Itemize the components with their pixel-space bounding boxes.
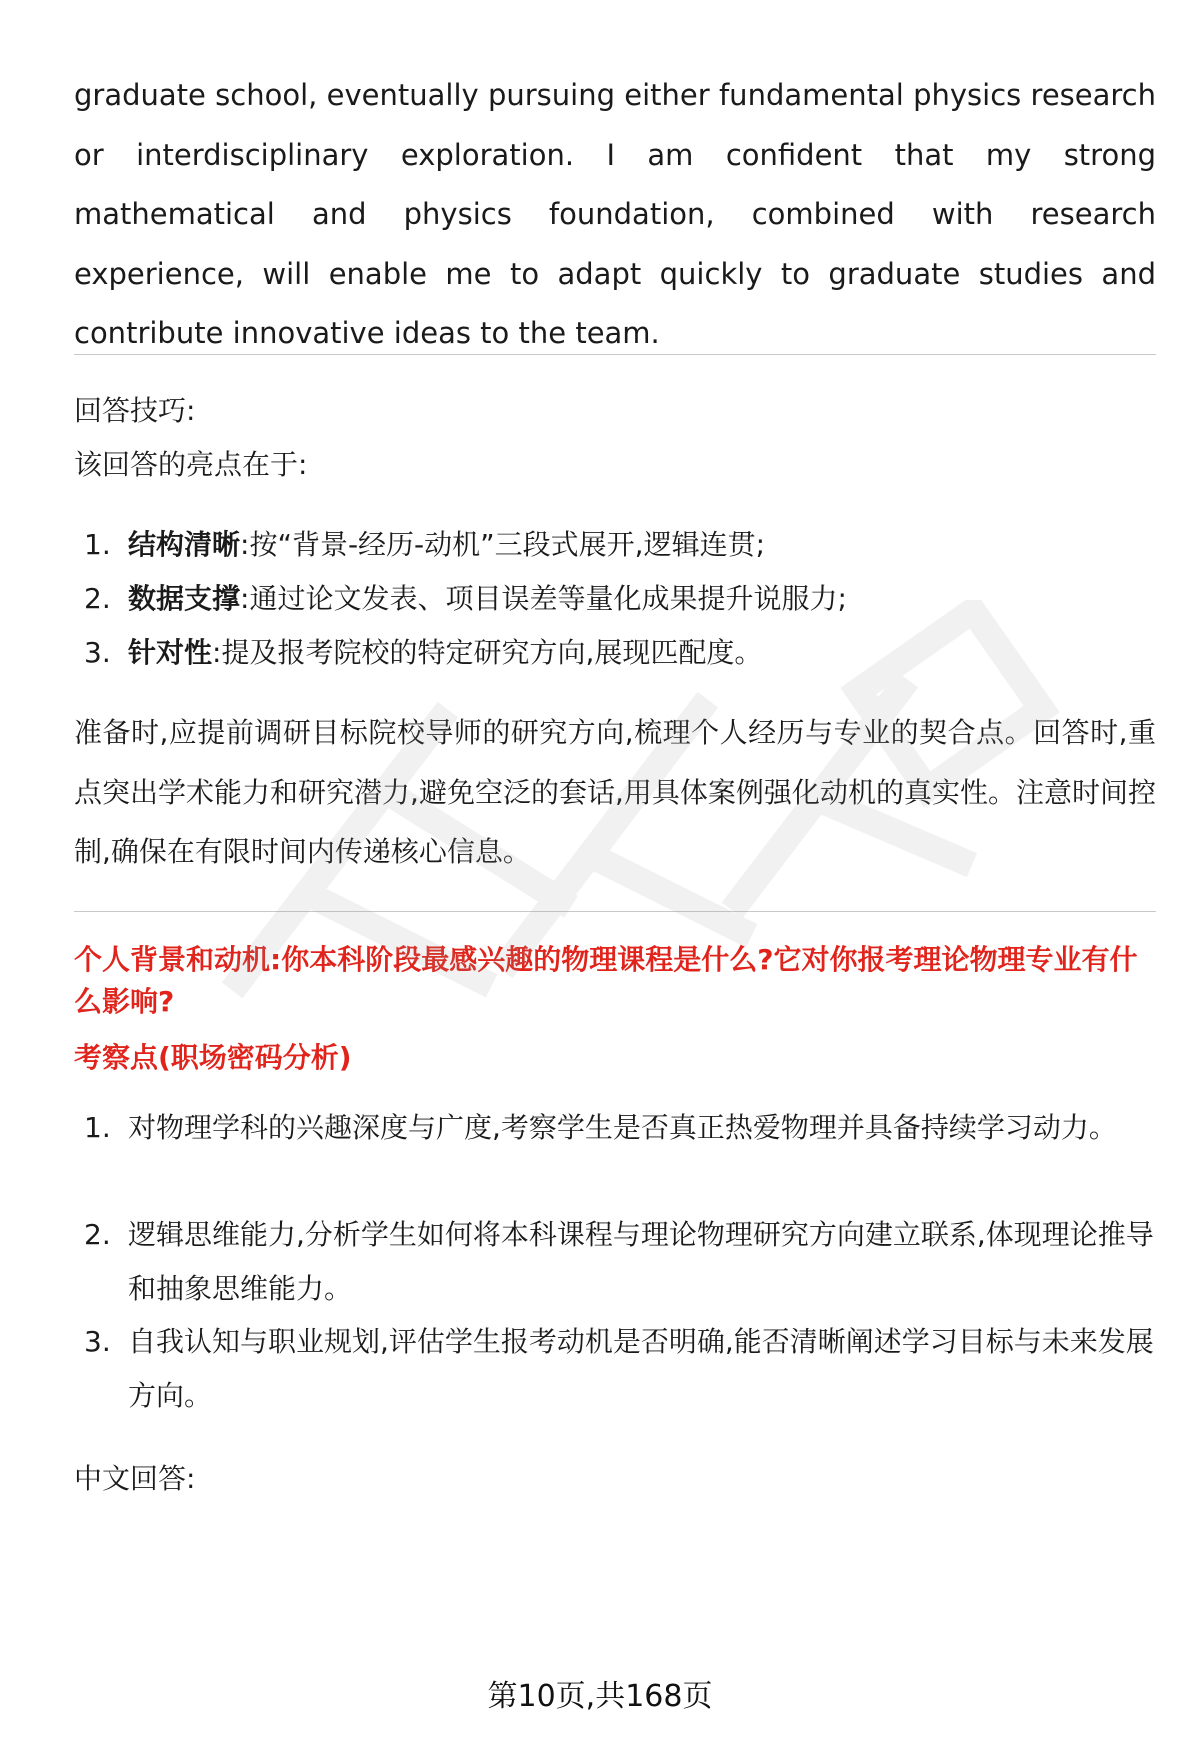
list-item xyxy=(74,1315,1156,1422)
highlight-label: 针对性 xyxy=(128,636,213,669)
list-item xyxy=(74,633,1156,687)
list-item-text: 自我认知与职业规划,评估学生报考动机是否明确,能否清晰阐述学习目标与未来发展方向。 xyxy=(128,1325,1154,1412)
list-number: 2. xyxy=(84,1218,111,1251)
highlight-text: :按“背景-经历-动机”三段式展开,逻辑连贯; xyxy=(240,528,766,561)
highlight-label: 数据支撑 xyxy=(128,582,241,615)
focus-title: 考察点(职场密码分析) xyxy=(74,1041,352,1074)
list-item xyxy=(74,579,1156,633)
question-heading: 个人背景和动机:你本科阶段最感兴趣的物理课程是什么?它对你报考理论物理专业有什么影响? xyxy=(74,943,1138,1018)
list-item xyxy=(74,525,1156,579)
tips-list xyxy=(74,525,1156,687)
page-number: 第10页,共168页 xyxy=(487,1679,713,1714)
list-item xyxy=(74,1101,1156,1208)
list-number: 3. xyxy=(84,1325,111,1358)
list-item-text: 逻辑思维能力,分析学生如何将本科课程与理论物理研究方向建立联系,体现理论推导和抽象思维能力。 xyxy=(128,1218,1154,1305)
list-number: 2. xyxy=(84,582,111,615)
section-divider xyxy=(74,911,1156,912)
tips-subtitle: 该回答的亮点在于: xyxy=(74,448,308,481)
highlight-label: 结构清晰 xyxy=(128,528,241,561)
highlight-text: :通过论文发表、项目误差等量化成果提升说服力; xyxy=(240,582,847,615)
list-number: 1. xyxy=(84,1111,111,1144)
list-number: 1. xyxy=(84,528,111,561)
answer-label: 中文回答: xyxy=(74,1462,196,1495)
list-item xyxy=(74,1208,1156,1315)
focus-list xyxy=(74,1101,1156,1422)
tips-title: 回答技巧: xyxy=(74,394,196,427)
tips-advice: 准备时,应提前调研目标院校导师的研究方向,梳理个人经历与专业的契合点。回答时,重点突出学术能力和研究潜力,避免空泛的套话,用具体案例强化动机的真实性。注意时间控制,确保在有限时间内传递核心信息。 xyxy=(74,716,1156,868)
highlight-text: :提及报考院校的特定研究方向,展现匹配度。 xyxy=(212,636,763,669)
list-number: 3. xyxy=(84,636,111,669)
intro-paragraph: graduate school, eventually pursuing either fundamental physics research or interdisciplinary exploration. I am confident that my strong mathematical and physics foundation, combined with research experience, will enable me to adapt quickly to graduate studies and contribute innovative ideas to the team. xyxy=(74,78,1156,350)
list-item-text: 对物理学科的兴趣深度与广度,考察学生是否真正热爱物理并具备持续学习动力。 xyxy=(128,1111,1117,1144)
section-divider xyxy=(74,354,1156,355)
